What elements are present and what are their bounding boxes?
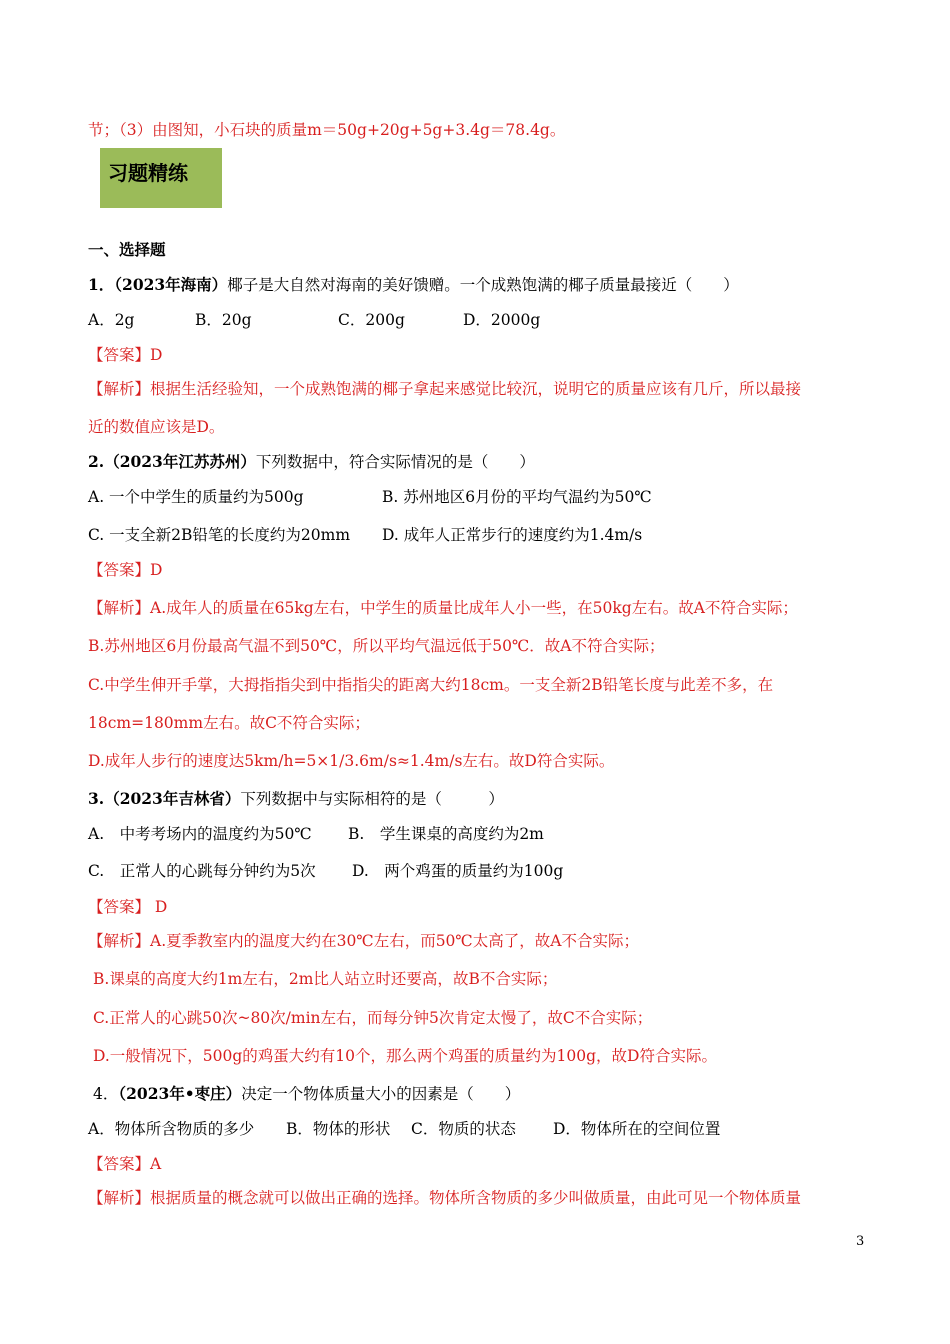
answer-4: 【答案】A [88, 1155, 162, 1173]
analysis-3-line-2: B.课桌的高度大约1m左右，2m比人站立时还要高，故B不合实际； [93, 970, 558, 988]
analysis-2-line-2: B.苏州地区6月份最高气温不到50℃，所以平均气温远低于50℃．故A不符合实际； [88, 637, 665, 655]
question-text: 决定一个物体质量大小的因素是（ ） [241, 1085, 521, 1103]
option-c: C．物质的状态 [411, 1120, 516, 1138]
question-text: 下列数据中，符合实际情况的是（ ） [255, 453, 535, 471]
question-2-options-row-1 [88, 487, 868, 507]
question-3-stem [88, 789, 504, 809]
option-b: B．物体的形状 [286, 1120, 391, 1138]
question-source: （2023年江苏苏州） [104, 452, 256, 471]
question-text: 下列数据中与实际相符的是（ ） [240, 790, 504, 808]
analysis-label: 【解析】 [88, 1189, 151, 1207]
question-2-options-row-2 [88, 525, 868, 545]
analysis-3-line-3: C.正常人的心跳50次~80次/min左右，而每分钟5次肯定太慢了，故C不合实际； [93, 1009, 653, 1027]
option-d: D. 成年人正常步行的速度约为1.4m/s [382, 526, 643, 544]
analysis-label: 【解析】 [88, 932, 151, 950]
option-a: A. 中考考场内的温度约为50℃ [88, 825, 312, 843]
option-d: D．2000g [463, 311, 541, 329]
carryover-text: 节；（3）由图知，小石块的质量m＝50g+20g+5g+3.4g＝78.4g。 [88, 121, 566, 139]
option-c: C. 一支全新2B铅笔的长度约为20mm [88, 526, 351, 544]
section-heading: 一、选择题 [88, 240, 166, 259]
analysis-1-line-2: 近的数值应该是D。 [88, 418, 225, 436]
question-number: 4． [93, 1085, 119, 1103]
answer-1: 【答案】D [88, 346, 163, 364]
analysis-label: 【解析】 [88, 599, 151, 617]
answer-3: 【答案】 D [88, 898, 168, 916]
analysis-2-line-5: D.成年人步行的速度达5km/h=5×1/3.6m/s≈1.4m/s左右。故D符合实际。 [88, 752, 615, 770]
analysis-2-line-4: 18cm=180mm左右。故C不符合实际； [88, 714, 370, 732]
option-d: D．物体所在的空间位置 [553, 1120, 721, 1138]
analysis-2-line-1: 【解析】A.成年人的质量在65kg左右，中学生的质量比成年人小一些，在50kg左右。故A不符合实际； [88, 599, 798, 617]
analysis-1-line-1: 【解析】根据生活经验知，一个成熟饱满的椰子拿起来感觉比较沉，说明它的质量应该有几斤，所以最接 [88, 380, 802, 398]
question-2-stem [88, 452, 535, 472]
option-b: B．20g [195, 311, 252, 329]
option-a: A．物体所含物质的多少 [88, 1120, 255, 1138]
question-3-options-row-1 [88, 824, 868, 844]
question-3-options-row-2 [88, 861, 868, 881]
question-4-stem [93, 1084, 520, 1104]
option-c: C. 正常人的心跳每分钟约为5次 [88, 862, 316, 880]
question-number: 2. [88, 452, 105, 471]
question-1-stem [88, 275, 739, 295]
option-b: B. 苏州地区6月份的平均气温约为50℃ [382, 488, 652, 506]
question-4-options [88, 1119, 868, 1139]
analysis-label: 【解析】 [88, 380, 151, 398]
option-d: D. 两个鸡蛋的质量约为100g [352, 862, 564, 880]
answer-2: 【答案】D [88, 561, 163, 579]
option-a: A．2g [88, 311, 135, 329]
question-source: （2023年•枣庄） [118, 1084, 242, 1103]
analysis-2-line-3: C.中学生伸开手掌，大拇指指尖到中指指尖的距离大约18cm。一支全新2B铅笔长度与此差不多，在 [88, 676, 774, 694]
question-number: 3. [88, 789, 105, 808]
analysis-4-line-1: 【解析】根据质量的概念就可以做出正确的选择。物体所含物质的多少叫做质量，由此可见一个物体质量 [88, 1189, 802, 1207]
question-1-options [88, 310, 848, 330]
question-source: （2023年海南） [114, 275, 228, 294]
section-banner-label: 习题精练 [108, 161, 188, 185]
option-a: A. 一个中学生的质量约为500g [88, 488, 304, 506]
question-text: 椰子是大自然对海南的美好馈赠。一个成熟饱满的椰子质量最接近（ ） [227, 276, 739, 294]
question-number: 1． [88, 275, 115, 294]
option-b: B. 学生课桌的高度约为2m [348, 825, 544, 843]
analysis-3-line-4: D.一般情况下，500g的鸡蛋大约有10个，那么两个鸡蛋的质量约为100g，故D符合实际。 [93, 1047, 717, 1065]
section-banner [100, 148, 222, 208]
question-source: （2023年吉林省） [104, 789, 241, 808]
page-number: 3 [856, 1234, 865, 1249]
option-c: C．200g [338, 311, 405, 329]
analysis-3-line-1: 【解析】A.夏季教室内的温度大约在30℃左右，而50℃太高了，故A不合实际； [88, 932, 639, 950]
